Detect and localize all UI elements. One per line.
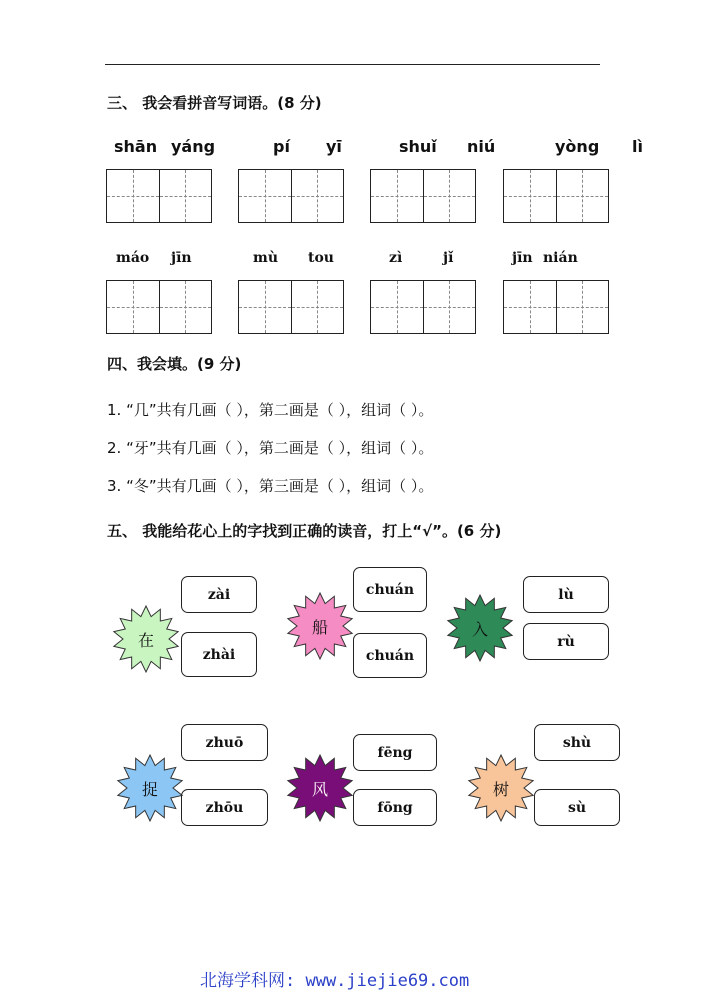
pinyin: yī (326, 137, 342, 156)
pinyin-option-box[interactable]: zhōu (181, 789, 268, 826)
pinyin-option-box[interactable]: fēng (353, 734, 437, 771)
flower-character: 风 (311, 779, 328, 799)
flower-character: 入 (471, 619, 488, 639)
pinyin: máo (116, 250, 150, 266)
pinyin-option-box[interactable]: rù (523, 623, 609, 660)
flower-character: 在 (137, 630, 154, 650)
flower-character: 树 (492, 779, 509, 799)
pinyin: lì (632, 137, 643, 156)
pinyin-option-box[interactable]: lù (523, 576, 609, 613)
writing-box[interactable] (106, 169, 212, 223)
pinyin-option-box[interactable]: sù (534, 789, 620, 826)
writing-box[interactable] (370, 169, 476, 223)
section3-title: 三、 我会看拼音写词语。(8 分) (107, 94, 322, 112)
pinyin-option-box[interactable]: shù (534, 724, 620, 761)
pinyin-option-box[interactable]: zhài (181, 632, 257, 677)
writing-box[interactable] (503, 280, 609, 334)
pinyin: zì (389, 250, 403, 266)
section5-title: 五、 我能给花心上的字找到正确的读音，打上“√”。(6 分) (107, 522, 502, 540)
flower-badge (467, 754, 535, 822)
flower-badge (286, 754, 354, 822)
pinyin: mù (253, 250, 278, 266)
flower-character: 船 (311, 617, 328, 637)
writing-box[interactable] (370, 280, 476, 334)
writing-box[interactable] (238, 169, 344, 223)
pinyin: nián (543, 250, 578, 266)
pinyin: jǐ (443, 250, 454, 266)
top-rule (105, 64, 600, 65)
fill-question: 1. “几”共有几画（ ），第二画是（ ），组词（ ）。 (107, 401, 434, 419)
flower-badge (446, 594, 514, 662)
flower-badge (112, 605, 180, 673)
fill-question: 2. “牙”共有几画（ ），第二画是（ ），组词（ ）。 (107, 439, 434, 457)
section4-title: 四、我会填。(9 分) (107, 355, 242, 373)
pinyin: jīn (512, 250, 533, 266)
pinyin: niú (467, 137, 496, 156)
pinyin-option-box[interactable]: zhuō (181, 724, 268, 761)
writing-box[interactable] (238, 280, 344, 334)
flower-character: 捉 (141, 779, 158, 799)
pinyin: shān (114, 137, 158, 156)
flower-badge (286, 592, 354, 660)
pinyin: jīn (171, 250, 192, 266)
pinyin: yòng (555, 137, 600, 156)
pinyin-option-box[interactable]: fōng (353, 789, 437, 826)
pinyin: shuǐ (399, 137, 437, 156)
footer-site[interactable]: 北海学科网: www.jiejie69.com (200, 971, 470, 991)
writing-box[interactable] (106, 280, 212, 334)
pinyin-option-box[interactable]: chuán (353, 567, 427, 612)
fill-question: 3. “冬”共有几画（ ），第三画是（ ），组词（ ）。 (107, 477, 434, 495)
flower-badge (116, 754, 184, 822)
pinyin: pí (273, 137, 290, 156)
pinyin: yáng (171, 137, 216, 156)
pinyin: tou (308, 250, 334, 266)
writing-box[interactable] (503, 169, 609, 223)
pinyin-option-box[interactable]: zài (181, 576, 257, 613)
pinyin-option-box[interactable]: chuán (353, 633, 427, 678)
